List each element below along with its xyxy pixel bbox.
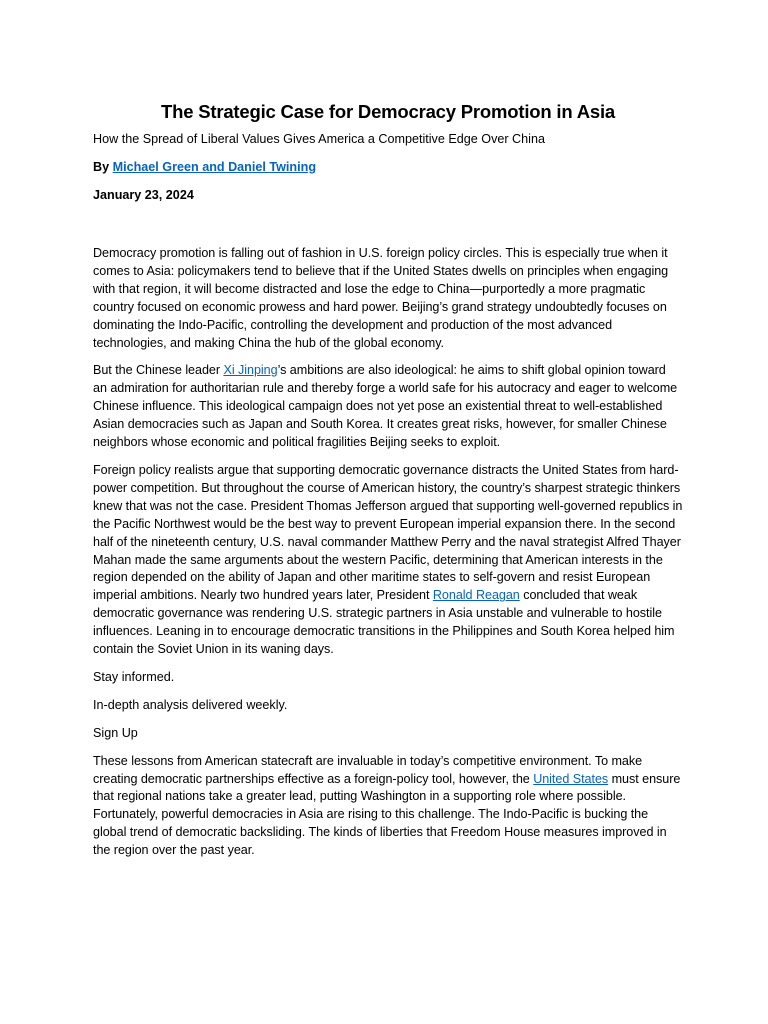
- article-title: The Strategic Case for Democracy Promotion in Asia: [161, 101, 615, 122]
- united-states-link[interactable]: United States: [533, 771, 609, 786]
- document-page: [93, 100, 683, 870]
- paragraph-3-text-b: concluded that weak democratic governance was rendering U.S. strategic partners in Asia unstable and vulnerable to hostile influences. Leaning in to encourage democratic transitions in the Philippines and South Korea helped him contain the Soviet Union in its waning days.: [93, 588, 675, 657]
- publish-date: January 23, 2024: [93, 188, 194, 202]
- paragraph-4-text-a: These lessons from American statecraft are invaluable in today’s competitive environment. To make creating democratic partnerships effective as a foreign-policy tool, however, the: [93, 753, 643, 786]
- paragraph-3: [93, 462, 683, 659]
- paragraph-1: Democracy promotion is falling out of fashion in U.S. foreign policy circles. This is especially true when it comes to Asia: policymakers tend to believe that if the United States dwells on principles when engaging with that region, it will become distracted and lose the edge to China—purportedly a more pragmatic country focused on economic prowess and hard power. Beijing’s grand strategy undoubtedly focuses on dominating the Indo-Pacific, controlling the development and production of the most advanced technologies, and making China the hub of the global economy.: [93, 246, 669, 350]
- paragraph-2-text-a: But the Chinese leader: [93, 363, 224, 378]
- article-subtitle: How the Spread of Liberal Values Gives America a Competitive Edge Over China: [93, 132, 545, 146]
- authors-link[interactable]: Michael Green and Daniel Twining: [112, 160, 317, 174]
- paragraph-2: [93, 362, 683, 452]
- ronald-reagan-link[interactable]: Ronald Reagan: [432, 588, 520, 603]
- byline: [93, 159, 683, 175]
- paragraph-4: [93, 753, 683, 860]
- paragraph-2-text-b: ’s ambitions are also ideological: he aims to shift global opinion toward an admiration for authoritarian rule and thereby forge a world safe for his autocracy and eager to welcome Chinese influence. This ideological campaign does not yet pose an existential threat to well-established Asian democracies such as Japan and South Korea. It creates great risks, however, for smaller Chinese neighbors whose economic and political fragilities Beijing seeks to exploit.: [93, 363, 678, 450]
- sign-up-text: Sign Up: [93, 725, 138, 740]
- xi-jinping-link[interactable]: Xi Jinping: [223, 363, 278, 378]
- stay-informed-text: Stay informed.: [93, 669, 175, 684]
- paragraph-4-text-b: must ensure that regional nations take a greater lead, putting Washington in a supporting role where possible. Fortunately, powerful democracies in Asia are rising to this challenge. The Indo-Pacific is bucking the global trend of democratic backsliding. The kinds of liberties that Freedom House measures improved in the region over the past year.: [93, 771, 681, 858]
- in-depth-text: In-depth analysis delivered weekly.: [93, 697, 288, 712]
- paragraph-3-text-a: Foreign policy realists argue that supporting democratic governance distracts the United States from hard-power competition. But throughout the course of American history, the country’s sharpest strategic thinkers knew that was not the case. President Thomas Jefferson argued that supporting well-governed republics in the Pacific Northwest would be the best way to prevent European imperial expansion there. In the second half of the nineteenth century, U.S. naval commander Matthew Perry and the naval strategist Alfred Thayer Mahan made the same arguments about the western Pacific, determining that American interests in the region depended on the ability of Japan and other maritime states to self-govern and resist European imperial ambitions. Nearly two hundred years later, President: [93, 462, 683, 603]
- byline-prefix: By: [93, 160, 113, 174]
